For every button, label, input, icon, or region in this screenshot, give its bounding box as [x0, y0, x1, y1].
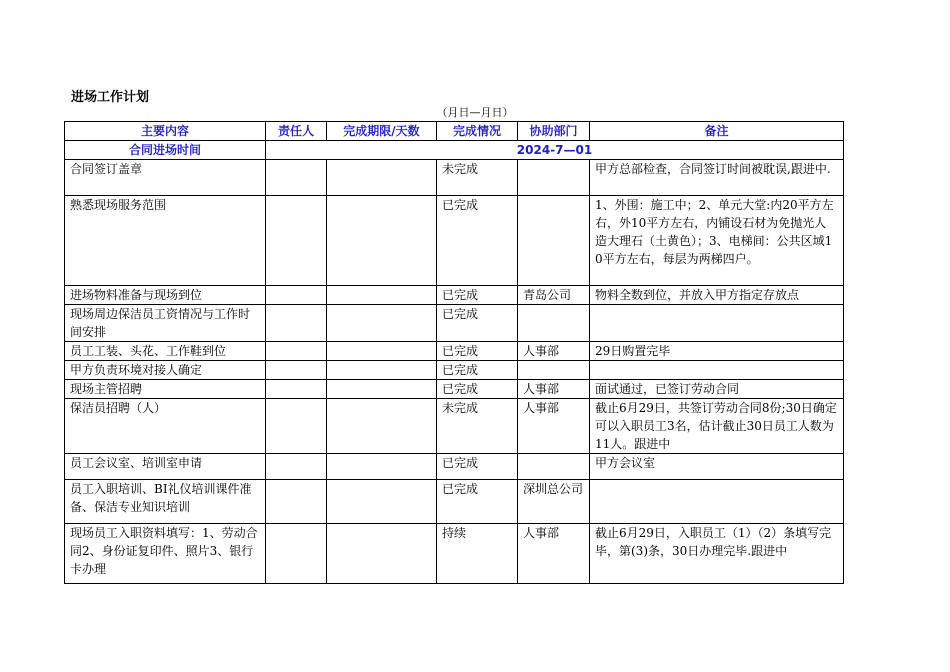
cell-note: [590, 305, 844, 342]
cell-owner: [266, 160, 327, 196]
header-content: 主要内容: [65, 122, 266, 141]
cell-content: 员工会议室、培训室申请: [65, 454, 266, 480]
contract-date-value: 2024-7—01: [266, 141, 844, 160]
cell-status: 已完成: [437, 480, 518, 524]
cell-dept: [518, 454, 590, 480]
cell-deadline: [327, 454, 437, 480]
cell-status: 未完成: [437, 399, 518, 454]
header-note: 备注: [590, 122, 844, 141]
cell-status: 已完成: [437, 380, 518, 399]
header-deadline: 完成期限/天数: [327, 122, 437, 141]
cell-status: 已完成: [437, 196, 518, 286]
cell-note: 截止6月29日，入职员工（1）（2）条填写完毕，第(3)条，30日办理完毕.跟进中: [590, 524, 844, 584]
cell-content: 熟悉现场服务范围: [65, 196, 266, 286]
cell-dept: 人事部: [518, 399, 590, 454]
header-status: 完成情况: [437, 122, 518, 141]
cell-status: 已完成: [437, 361, 518, 380]
cell-content: 甲方负责环境对接人确定: [65, 361, 266, 380]
cell-dept: 人事部: [518, 380, 590, 399]
cell-dept: 人事部: [518, 524, 590, 584]
cell-owner: [266, 480, 327, 524]
cell-dept: [518, 361, 590, 380]
cell-dept: 深圳总公司: [518, 480, 590, 524]
cell-status: 已完成: [437, 286, 518, 305]
cell-deadline: [327, 399, 437, 454]
cell-dept: [518, 160, 590, 196]
work-plan-table: [64, 121, 844, 584]
cell-content: 进场物料准备与现场到位: [65, 286, 266, 305]
cell-deadline: [327, 305, 437, 342]
cell-note: 物料全数到位，并放入甲方指定存放点: [590, 286, 844, 305]
cell-dept: [518, 305, 590, 342]
cell-note: 29日购置完毕: [590, 342, 844, 361]
header-dept: 协助部门: [518, 122, 590, 141]
cell-content: 现场周边保洁员工资情况与工作时间安排: [65, 305, 266, 342]
cell-content: 保洁员招聘（人）: [65, 399, 266, 454]
cell-owner: [266, 305, 327, 342]
table-row: [65, 399, 844, 454]
table-row: [65, 160, 844, 196]
table-row: [65, 480, 844, 524]
cell-note: 甲方总部检查，合同签订时间被耽误,跟进中.: [590, 160, 844, 196]
cell-status: 已完成: [437, 342, 518, 361]
cell-content: 员工工装、头花、工作鞋到位: [65, 342, 266, 361]
cell-owner: [266, 380, 327, 399]
cell-dept: 青岛公司: [518, 286, 590, 305]
contract-date-label: 合同进场时间: [65, 141, 266, 160]
cell-content: 现场主管招聘: [65, 380, 266, 399]
cell-dept: 人事部: [518, 342, 590, 361]
table-row: [65, 524, 844, 584]
table-row: [65, 454, 844, 480]
cell-note: 面试通过，已签订劳动合同: [590, 380, 844, 399]
cell-deadline: [327, 380, 437, 399]
cell-content: 现场员工入职资料填写：1、劳动合同2、身份证复印件、照片3、银行卡办理: [65, 524, 266, 584]
table-row: [65, 380, 844, 399]
cell-note: 1、外围：施工中；2、单元大堂:内20平方左右，外10平方左右，内铺设石材为免抛光人造大理石（土黄色）；3、电梯间：公共区域10平方左右，每层为两梯四户。: [590, 196, 844, 286]
cell-owner: [266, 399, 327, 454]
cell-deadline: [327, 342, 437, 361]
cell-content: 员工入职培训、BI礼仪培训课件准备、保洁专业知识培训: [65, 480, 266, 524]
cell-content: 合同签订盖章: [65, 160, 266, 196]
cell-status: 持续: [437, 524, 518, 584]
cell-owner: [266, 454, 327, 480]
cell-deadline: [327, 361, 437, 380]
cell-note: 截止6月29日，共签订劳动合同8份;30日确定可以入职员工3名，估计截止30日员工人数为11人。跟进中: [590, 399, 844, 454]
page-title: 进场工作计划: [71, 90, 150, 105]
cell-status: 已完成: [437, 305, 518, 342]
cell-deadline: [327, 286, 437, 305]
date-range-subtitle: （月日—月日）: [436, 106, 514, 119]
cell-note: [590, 480, 844, 524]
table-row: [65, 305, 844, 342]
cell-status: 未完成: [437, 160, 518, 196]
cell-owner: [266, 361, 327, 380]
cell-note: 甲方会议室: [590, 454, 844, 480]
cell-dept: [518, 196, 590, 286]
table-header-row: [65, 122, 844, 141]
cell-owner: [266, 196, 327, 286]
cell-deadline: [327, 160, 437, 196]
contract-date-row: [65, 141, 844, 160]
cell-owner: [266, 286, 327, 305]
cell-deadline: [327, 524, 437, 584]
cell-owner: [266, 342, 327, 361]
cell-deadline: [327, 196, 437, 286]
cell-owner: [266, 524, 327, 584]
cell-note: [590, 361, 844, 380]
table-row: [65, 342, 844, 361]
table-row: [65, 361, 844, 380]
table-row: [65, 286, 844, 305]
cell-deadline: [327, 480, 437, 524]
cell-status: 已完成: [437, 454, 518, 480]
header-owner: 责任人: [266, 122, 327, 141]
table-row: [65, 196, 844, 286]
